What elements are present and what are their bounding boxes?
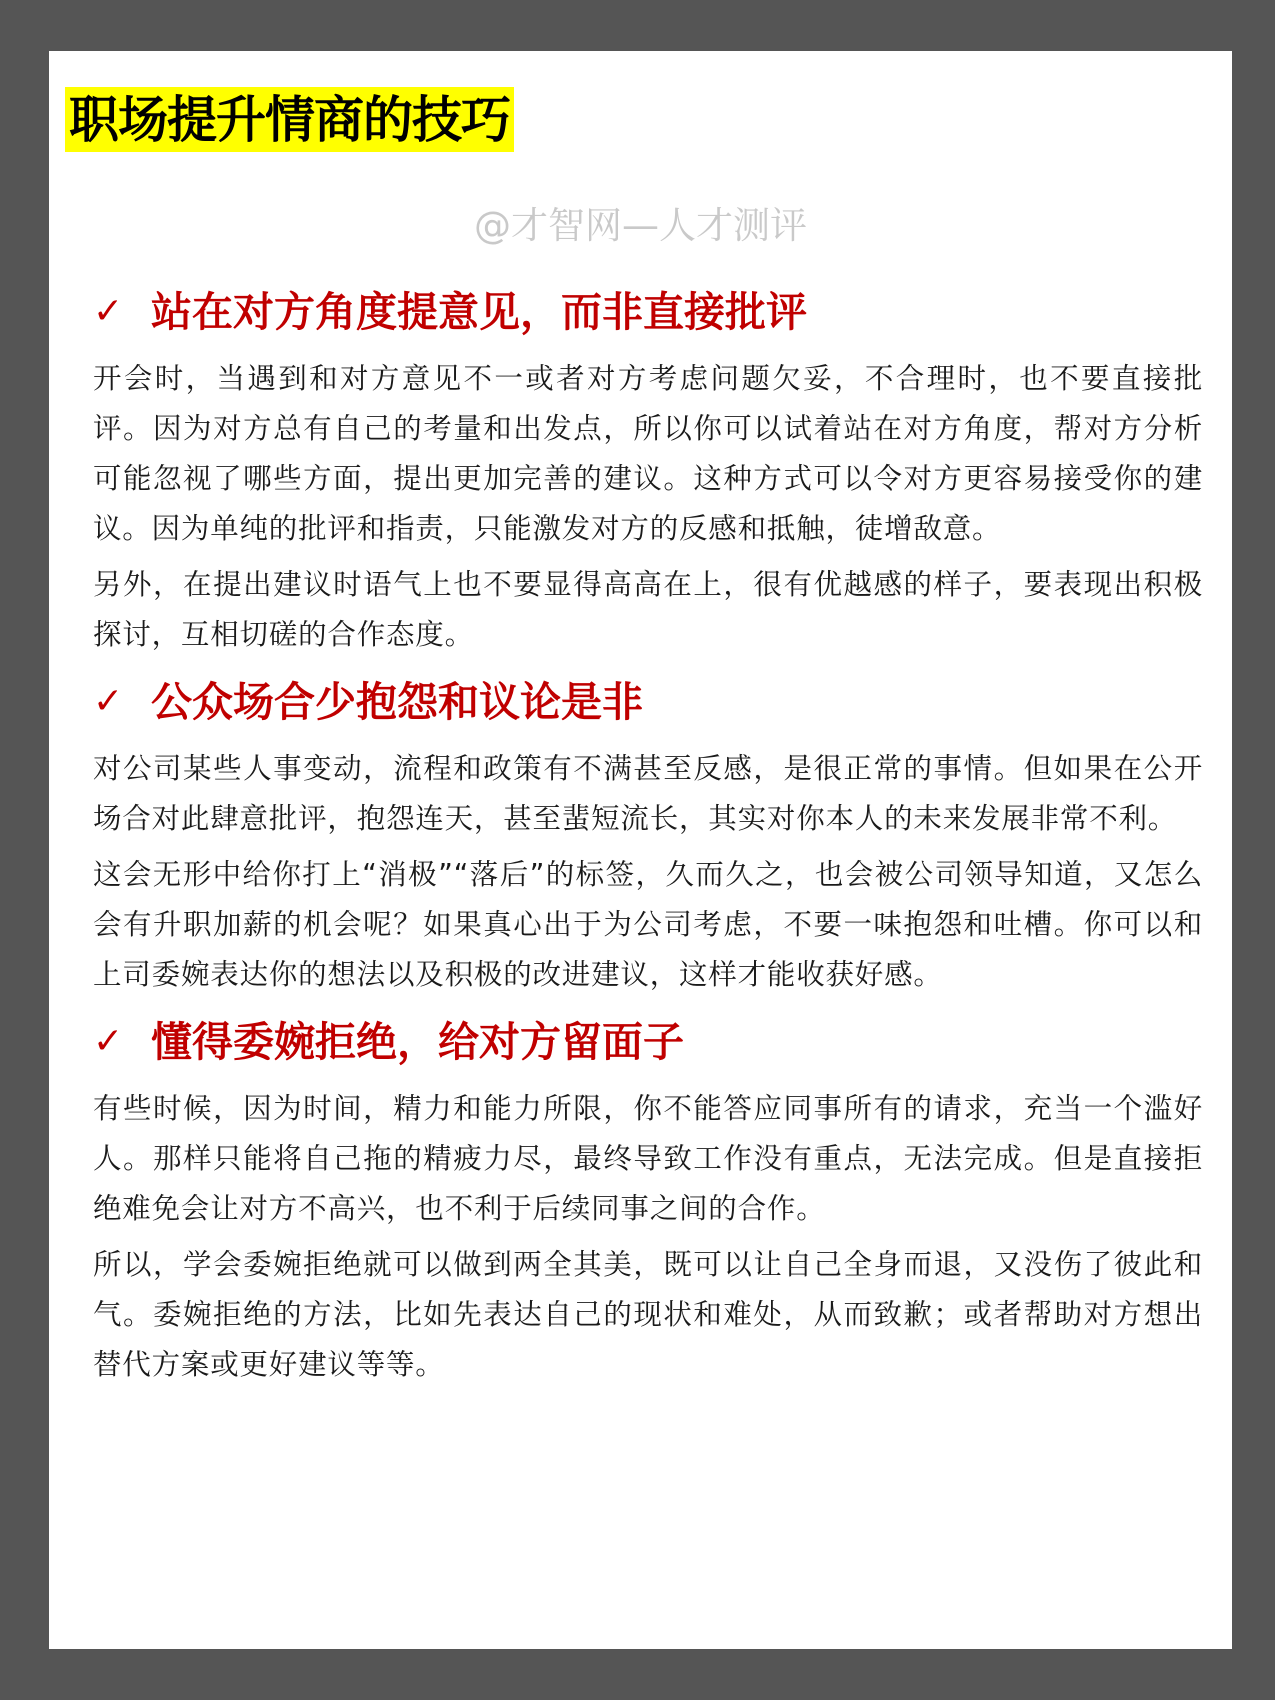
section-heading (93, 276, 1203, 348)
document-page (49, 51, 1232, 1649)
content (93, 276, 1203, 1396)
section-heading-text: 公众场合少抱怨和议论是非 (151, 678, 643, 726)
paragraph: 对公司某些人事变动，流程和政策有不满甚至反感，是很正常的事情。但如果在公开场合对此肆意批评，抱怨连天，甚至蜚短流长，其实对你本人的未来发展非常不利。 (93, 752, 1203, 835)
section-2 (93, 666, 1203, 1000)
paragraph: 有些时候，因为时间，精力和能力所限，你不能答应同事所有的请求，充当一个滥好人。那样只能将自己拖的精疲力尽，最终导致工作没有重点，无法完成。但是直接拒绝难免会让对方不高兴，也不利于后续同事之间的合作。 (93, 1092, 1203, 1225)
paragraph: 另外，在提出建议时语气上也不要显得高高在上，很有优越感的样子，要表现出积极探讨，互相切磋的合作态度。 (93, 568, 1203, 651)
paragraph: 所以，学会委婉拒绝就可以做到两全其美，既可以让自己全身而退，又没伤了彼此和气。委婉拒绝的方法，比如先表达自己的现状和难处，从而致歉；或者帮助对方想出替代方案或更好建议等等。 (93, 1248, 1203, 1381)
check-icon: ✓ (93, 291, 124, 332)
page-title: 职场提升情商的技巧 (65, 87, 514, 152)
section-heading-text: 懂得委婉拒绝，给对方留面子 (151, 1018, 684, 1066)
watermark: @才智网—人才测评 (474, 204, 807, 247)
section-1 (93, 276, 1203, 660)
paragraph: 这会无形中给你打上“消极”“落后”的标签，久而久之，也会被公司领导知道，又怎么会有升职加薪的机会呢？如果真心出于为公司考虑，不要一味抱怨和吐槽。你可以和上司委婉表达你的想法以及积极的改进建议，这样才能收获好感。 (93, 858, 1203, 991)
section-heading (93, 1006, 1203, 1078)
section-heading (93, 666, 1203, 738)
check-icon: ✓ (93, 681, 124, 722)
section-3 (93, 1006, 1203, 1390)
check-icon: ✓ (93, 1021, 124, 1062)
section-heading-text: 站在对方角度提意见，而非直接批评 (151, 288, 807, 336)
paragraph: 开会时，当遇到和对方意见不一或者对方考虑问题欠妥，不合理时，也不要直接批评。因为对方总有自己的考量和出发点，所以你可以试着站在对方角度，帮对方分析可能忽视了哪些方面，提出更加完善的建议。这种方式可以令对方更容易接受你的建议。因为单纯的批评和指责，只能激发对方的反感和抵触，徒增敌意。 (93, 362, 1203, 545)
